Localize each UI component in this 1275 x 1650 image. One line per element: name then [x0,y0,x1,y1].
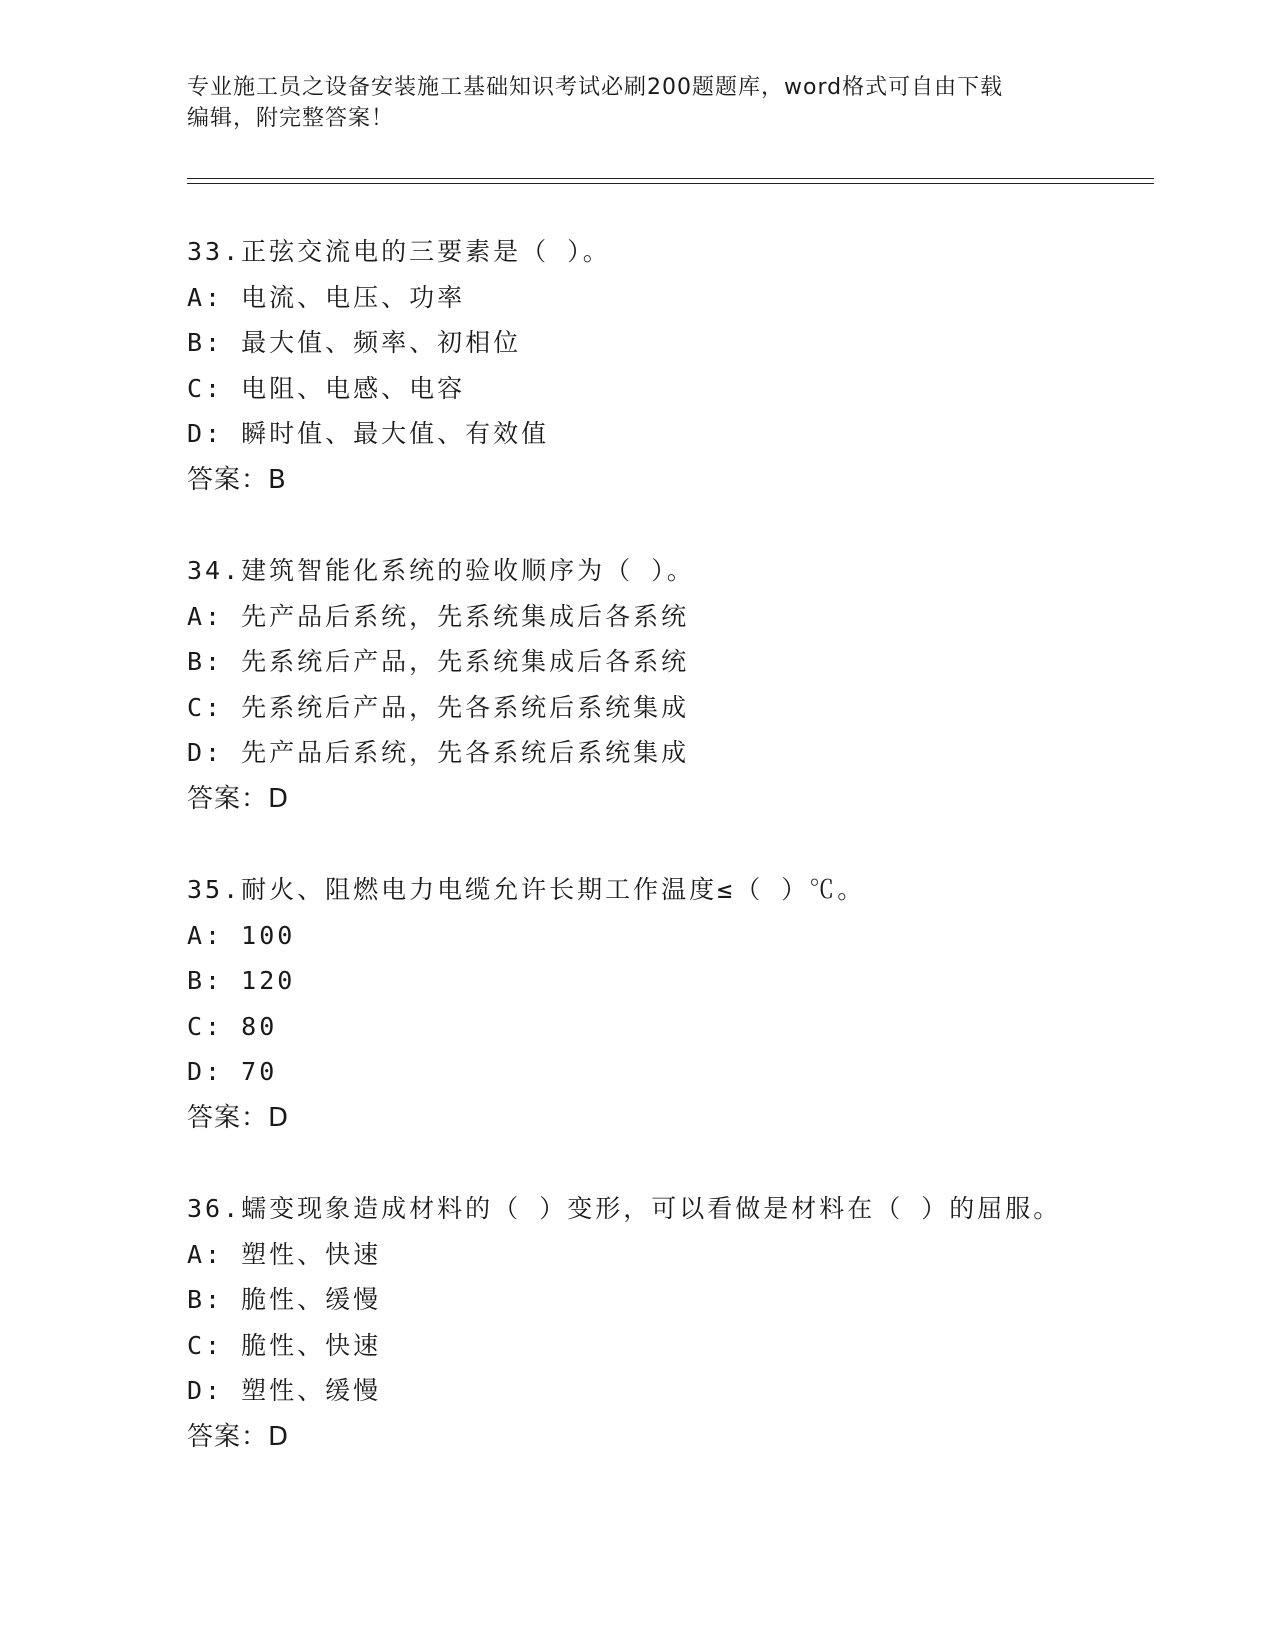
answer-label: 答案：D [187,783,290,814]
option-b: B: 先系统后产品，先系统集成后各系统 [187,647,690,676]
header-line-1: 专业施工员之设备安装施工基础知识考试必刷200题题库，word格式可自由下载 [187,75,1004,100]
document-header [187,72,1087,134]
option-c: C: 80 [187,1011,278,1041]
option-a: A: 先产品后系统，先系统集成后各系统 [187,601,690,631]
header-divider-top [187,178,1154,179]
question-stem: 33.正弦交流电的三要素是（ ）。 [187,237,611,266]
question-list [187,236,1167,1512]
question-35 [187,874,1167,1193]
option-b: B: 120 [187,966,296,995]
question-34 [187,555,1167,874]
question-36 [187,1193,1167,1512]
option-c: C: 先系统后产品，先各系统后系统集成 [187,692,690,722]
answer-label: 答案：D [187,1421,290,1452]
answer-label: 答案：B [187,464,287,495]
question-stem: 36.蠕变现象造成材料的（ ）变形，可以看做是材料在（ ）的屈服。 [187,1194,1062,1223]
header-divider-bottom [187,183,1154,184]
option-a: A: 100 [187,920,296,950]
option-b: B: 脆性、缓慢 [187,1285,382,1314]
option-a: A: 塑性、快速 [187,1239,382,1269]
option-d: D: 塑性、缓慢 [187,1376,382,1405]
option-a: A: 电流、电压、功率 [187,282,466,312]
option-d: D: 瞬时值、最大值、有效值 [187,419,550,448]
option-d: D: 先产品后系统，先各系统后系统集成 [187,738,690,767]
option-c: C: 脆性、快速 [187,1330,382,1360]
question-stem: 35.耐火、阻燃电力电缆允许长期工作温度≤（ ）℃。 [187,875,866,904]
answer-label: 答案：D [187,1102,290,1133]
option-c: C: 电阻、电感、电容 [187,373,466,403]
option-d: D: 70 [187,1057,278,1086]
question-33 [187,236,1167,555]
question-stem: 34.建筑智能化系统的验收顺序为（ ）。 [187,556,695,585]
header-line-2: 编辑，附完整答案！ [187,106,395,131]
option-b: B: 最大值、频率、初相位 [187,328,522,357]
